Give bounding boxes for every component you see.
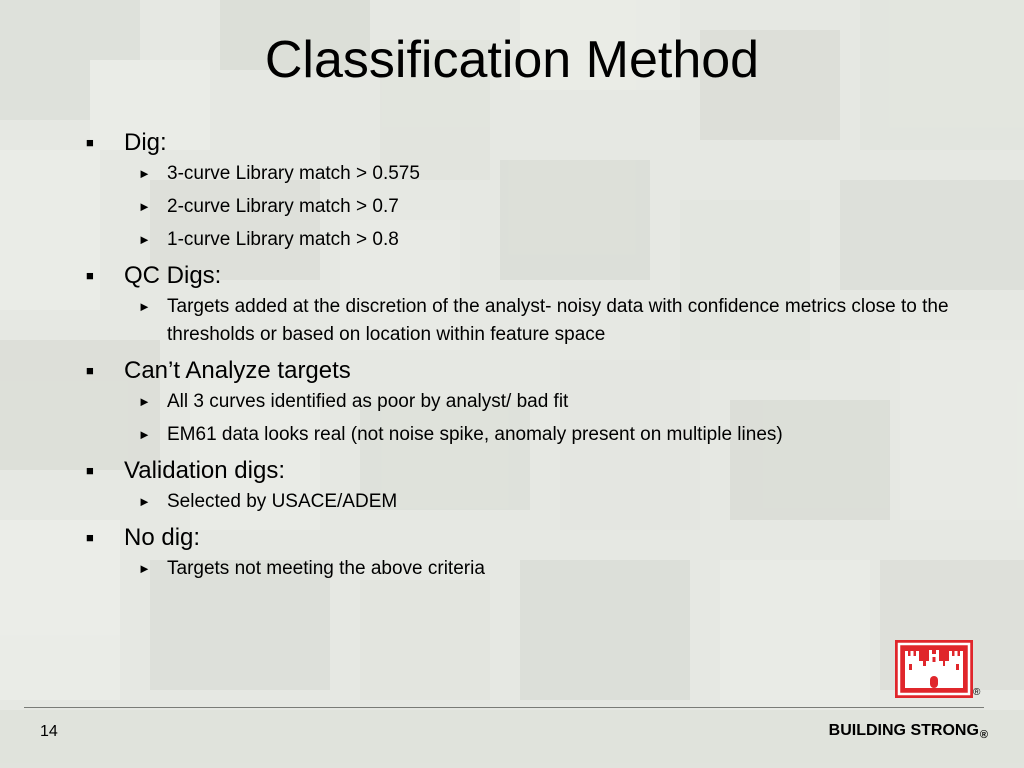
sub-bullet-item [138, 388, 994, 416]
bullet-item [84, 454, 994, 488]
square-bullet-icon: ■ [86, 268, 94, 283]
square-bullet-icon: ■ [86, 530, 94, 545]
bullet-text: QC Digs: [124, 262, 222, 289]
sub-bullet-item [138, 555, 994, 583]
sub-bullet-item [138, 160, 994, 188]
slide-title: Classification Method [264, 31, 760, 89]
bullet-item [84, 259, 994, 293]
arrow-bullet-icon: ► [138, 166, 151, 181]
bullet-item [84, 354, 994, 388]
footer-brand-text: BUILDING STRONG [828, 722, 979, 739]
logo-registered-mark: ® [973, 687, 981, 698]
footer-registered-mark: ® [979, 729, 988, 741]
bullet-item [84, 126, 994, 160]
bullet-list [84, 126, 994, 588]
sub-bullet-item [138, 193, 994, 221]
arrow-bullet-icon: ► [138, 199, 151, 214]
sub-bullet-item [138, 488, 994, 516]
bullet-item [84, 521, 994, 555]
arrow-bullet-icon: ► [138, 561, 151, 576]
sub-bullet-text: Targets added at the discretion of the analyst- noisy data with confidence metrics close to the thresholds or based on location within feature space [167, 296, 949, 345]
bullet-text: Validation digs: [124, 457, 285, 484]
footer-brand [829, 720, 988, 746]
arrow-bullet-icon: ► [138, 232, 151, 247]
sub-bullet-item [138, 293, 994, 349]
footer-divider [24, 707, 984, 708]
castle-logo-icon [895, 640, 973, 698]
sub-bullet-text: EM61 data looks real (not noise spike, anomaly present on multiple lines) [167, 424, 783, 445]
sub-bullet-item [138, 226, 994, 254]
sub-bullet-text: All 3 curves identified as poor by analyst/ bad fit [167, 391, 569, 412]
sub-bullet-item [138, 421, 994, 449]
sub-bullet-text: Selected by USACE/ADEM [167, 491, 398, 512]
sub-bullet-text: 1-curve Library match > 0.8 [167, 229, 399, 250]
square-bullet-icon: ■ [86, 135, 94, 150]
bullet-text: No dig: [124, 524, 201, 551]
arrow-bullet-icon: ► [138, 299, 151, 314]
arrow-bullet-icon: ► [138, 494, 151, 509]
bullet-text: Dig: [124, 129, 167, 156]
arrow-bullet-icon: ► [138, 394, 151, 409]
square-bullet-icon: ■ [86, 463, 94, 478]
arrow-bullet-icon: ► [138, 427, 151, 442]
sub-bullet-text: Targets not meeting the above criteria [167, 558, 485, 579]
sub-bullet-text: 2-curve Library match > 0.7 [167, 196, 399, 217]
page-number: 14 [40, 723, 58, 740]
sub-bullet-text: 3-curve Library match > 0.575 [167, 163, 420, 184]
bullet-text: Can’t Analyze targets [124, 357, 351, 384]
square-bullet-icon: ■ [86, 363, 94, 378]
